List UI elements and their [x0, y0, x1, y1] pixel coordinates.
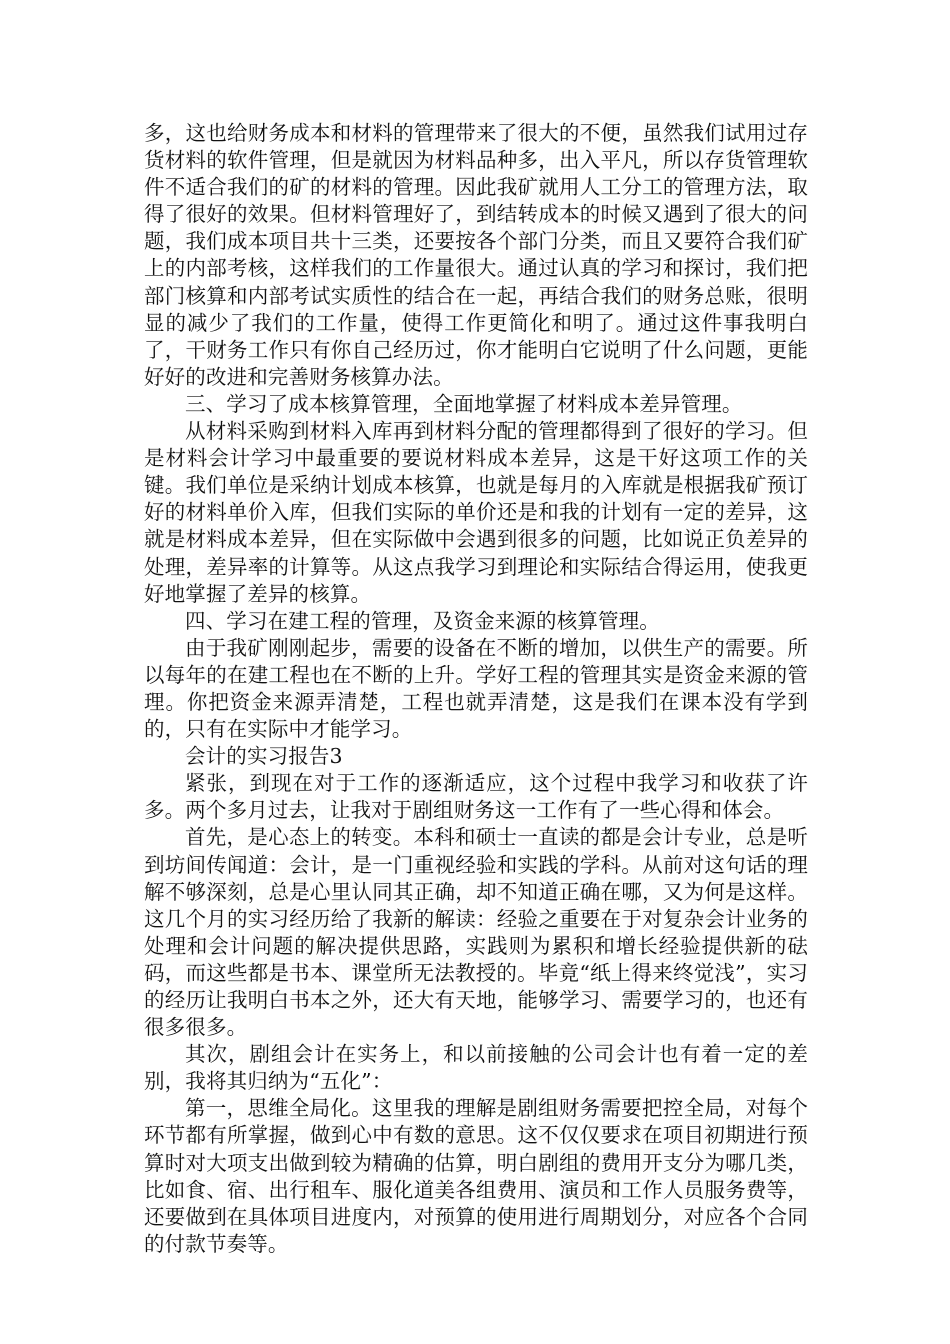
report-title: 会计的实习报告3: [185, 744, 343, 769]
paragraph: 第一，思维全局化。这里我的理解是剧组财务需要把控全局，对每个环节都有所掌握，做到心中有数的意思。这不仅仅要求在项目初期进行预算时对大项支出做到较为精确的估算，明白剧组的费用开支分为哪几类，比如食、宿、出行租车、服化道美各组费用、演员和工作人员服务费等，还要做到在具体项目进度内，对预算的使用进行周期划分，对应各个合同的付款节奏等。: [144, 1096, 808, 1256]
paragraph: 由于我矿刚刚起步，需要的设备在不断的增加，以供生产的需要。所以每年的在建工程也在不断的上升。学好工程的管理其实是资金来源的管理。你把资金来源弄清楚，工程也就弄清楚，这是我们在课本没有学到的，只有在实际中才能学习。: [144, 635, 808, 742]
paragraph: 紧张，到现在对于工作的逐渐适应，这个过程中我学习和收获了许多。两个多月过去，让我对于剧组财务这一工作有了一些心得和体会。: [144, 771, 808, 823]
document-body: [144, 120, 808, 1258]
paragraph: 其次，剧组会计在实务上，和以前接触的公司会计也有着一定的差别，我将其归纳为“五化”：: [144, 1042, 808, 1094]
section-heading-4: 四、学习在建工程的管理，及资金来源的核算管理。: [185, 608, 660, 633]
paragraph: 首先，是心态上的转变。本科和硕士一直读的都是会计专业，总是听到坊间传闻道：会计，是一门重视经验和实践的学科。从前对这句话的理解不够深刻，总是心里认同其正确，却不知道正确在哪，又为何是这样。这几个月的实习经历给了我新的解读：经验之重要在于对复杂会计业务的处理和会计问题的解决提供思路，实践则为累积和增长经验提供新的砝码，而这些都是书本、课堂所无法教授的。毕竟“纸上得来终觉浅”，实习的经历让我明白书本之外，还大有天地，能够学习、需要学习的，也还有很多很多。: [144, 825, 808, 1040]
paragraph: 从材料采购到材料入库再到材料分配的管理都得到了很好的学习。但是材料会计学习中最重要的要说材料成本差异，这是干好这项工作的关键。我们单位是采纳计划成本核算，也就是每月的入库就是根据我矿预订好的材料单价入库，但我们实际的单价还是和我的计划有一定的差异，这就是材料成本差异，但在实际做中会遇到很多的问题，比如说正负差异的处理，差异率的计算等。从这点我学习到理论和实际结合得运用，使我更好地掌握了差异的核算。: [144, 419, 808, 606]
section-heading-3: 三、学习了成本核算管理，全面地掌握了材料成本差异管理。: [185, 391, 743, 416]
paragraph-continued: 多，这也给财务成本和材料的管理带来了很大的不便，虽然我们试用过存货材料的软件管理，但是就因为材料品种多，出入平凡，所以存货管理软件不适合我们的矿的材料的管理。因此我矿就用人工分工的管理方法，取得了很好的效果。但材料管理好了，到结转成本的时候又遇到了很大的问题，我们成本项目共十三类，还要按各个部门分类，而且又要符合我们矿上的内部考核，这样我们的工作量很大。通过认真的学习和探讨，我们把部门核算和内部考试实质性的结合在一起，再结合我们的财务总账，很明显的减少了我们的工作量，使得工作更简化和明了。通过这件事我明白了，干财务工作只有你自己经历过，你才能明白它说明了什么问题，更能好好的改进和完善财务核算办法。: [144, 121, 808, 389]
